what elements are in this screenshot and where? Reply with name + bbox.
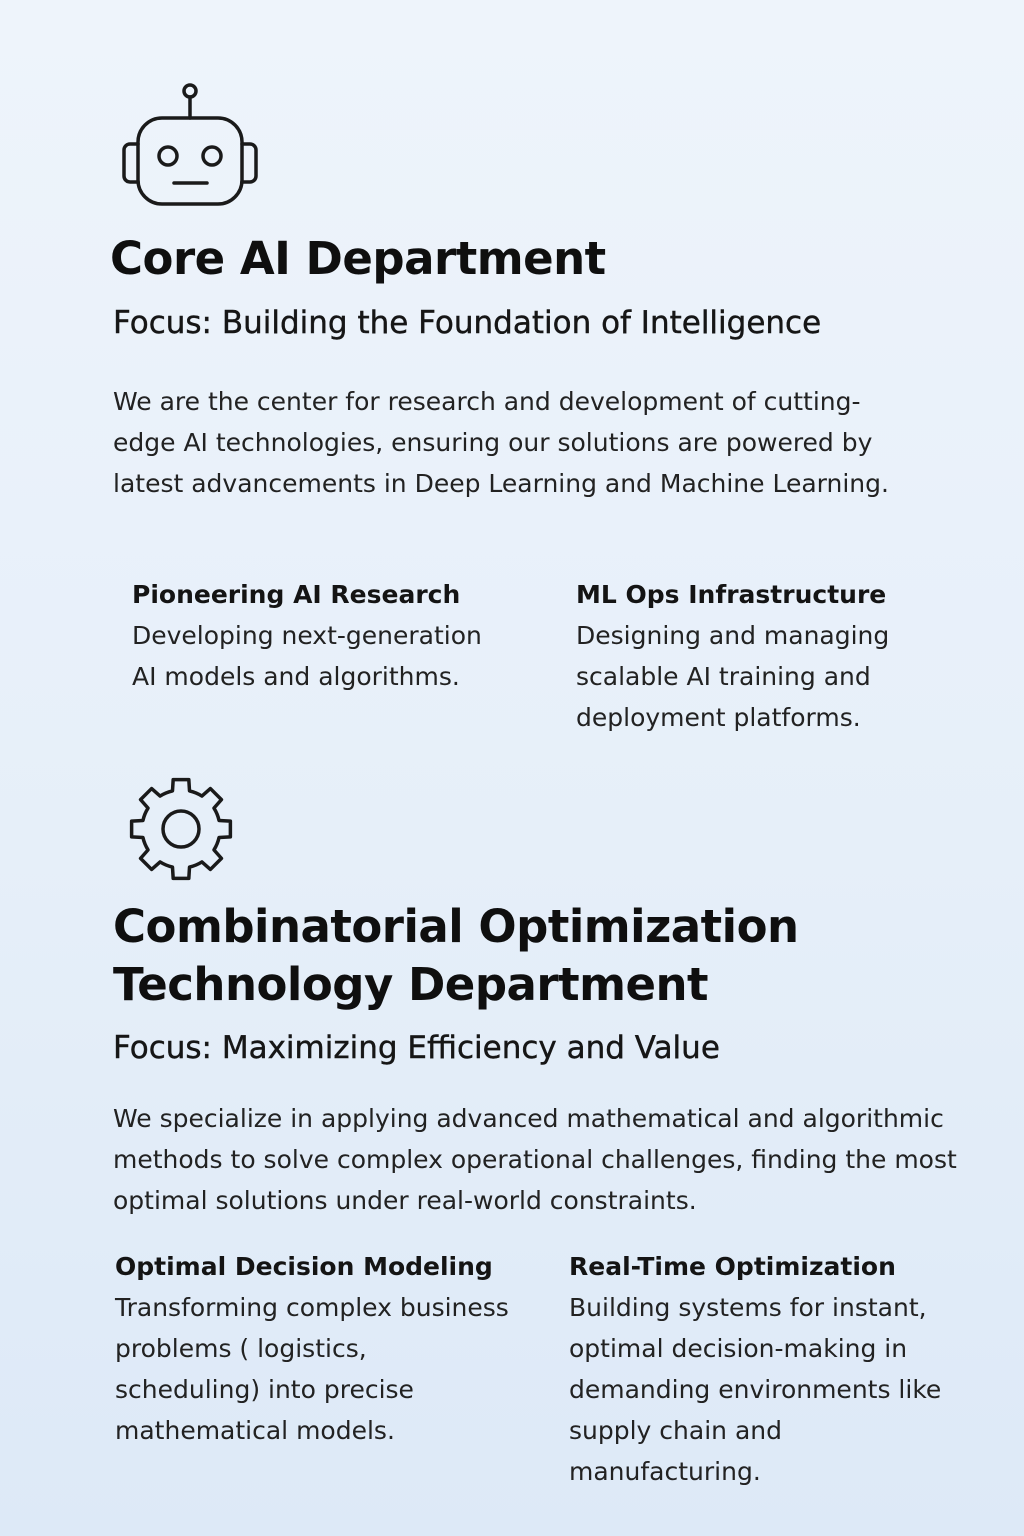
- robot-icon: [118, 82, 260, 208]
- core-ai-focus: Focus: Building the Foundation of Intelligence: [113, 305, 822, 341]
- combinatorial-optimization-description: We specialize in applying advanced mathematical and algorithmic methods to solve complex operational challenges, finding the most optimal solutions under real-world constraints.: [113, 1104, 957, 1215]
- feature-optimal-decision-modeling: [115, 1246, 515, 1451]
- feature-text: Building systems for instant, optimal decision-making in demanding environments like supply chain and manufacturing.: [569, 1293, 942, 1486]
- combinatorial-optimization-title: Combinatorial Optimization Technology Department: [113, 900, 799, 1011]
- feature-pioneering-ai-research: [132, 574, 512, 697]
- feature-text: Transforming complex business problems ( logistics, scheduling) into precise mathematical models.: [115, 1293, 509, 1445]
- gear-icon: [126, 774, 236, 884]
- feature-real-time-optimization: [569, 1246, 979, 1492]
- core-ai-title: Core AI Department: [110, 232, 606, 285]
- core-ai-description: We are the center for research and development of cutting-edge AI technologies, ensuring our solutions are powered by latest advancements in Deep Learning and Machine Learning.: [113, 387, 889, 498]
- feature-title: ML Ops Infrastructure: [576, 580, 887, 609]
- feature-ml-ops-infrastructure: [576, 574, 916, 738]
- feature-title: Optimal Decision Modeling: [115, 1252, 493, 1281]
- feature-title: Real-Time Optimization: [569, 1252, 896, 1281]
- combinatorial-optimization-focus: Focus: Maximizing Efficiency and Value: [113, 1030, 720, 1066]
- feature-text: Developing next-generation AI models and algorithms.: [132, 621, 482, 691]
- feature-title: Pioneering AI Research: [132, 580, 461, 609]
- feature-text: Designing and managing scalable AI training and deployment platforms.: [576, 621, 890, 732]
